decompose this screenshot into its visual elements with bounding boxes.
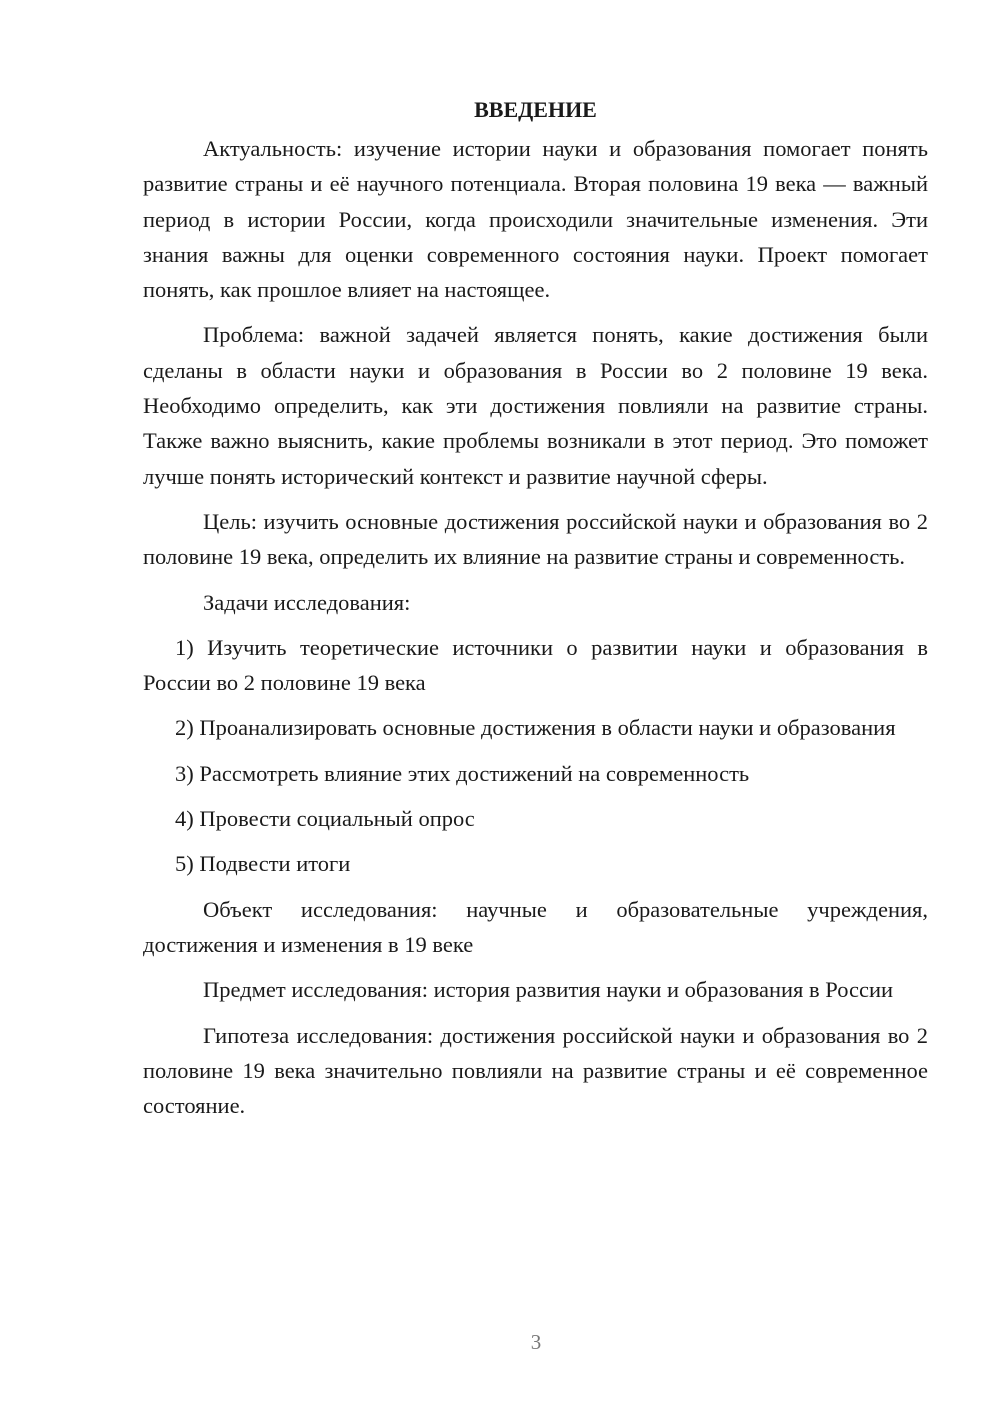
task-item-1: 1) Изучить теоретические источники о развитии науки и образования в России во 2 половине 19 века [143,634,928,696]
paragraph-goal: Цель: изучить основные достижения российской науки и образования во 2 половине 19 века, определить их влияние на развитие страны и современность. [143,508,928,570]
paragraph-object: Объект исследования: научные и образовательные учреждения, достижения и изменения в 19 веке [143,896,928,957]
document-page [143,92,928,1133]
task-item-4: 4) Провести социальный опрос [175,806,475,832]
page-number: 3 [530,1330,542,1354]
paragraph-problem: Проблема: важной задачей является понять, какие достижения были сделаны в области науки и образования в России во 2 половине 19 века. Необходимо определить, как эти достижения повлияли на развитие страны. Также важно выяснить, какие проблемы возникали в этот период. Это поможет лучше понять исторический контекст и развитие научной сферы. [143,322,928,489]
paragraph-subject: Предмет исследования: история развития науки и образования в России [203,977,894,1003]
task-item-2: 2) Проанализировать основные достижения в области науки и образования [175,715,896,741]
section-title: ВВЕДЕНИЕ [474,97,597,122]
task-item-5: 5) Подвести итоги [175,851,351,877]
paragraph-tasks-heading: Задачи исследования: [203,589,411,615]
task-item-3: 3) Рассмотреть влияние этих достижений на современность [175,760,750,786]
paragraph-relevance: Актуальность: изучение истории науки и образования помогает понять развитие страны и её научного потенциала. Вторая половина 19 века — важный период в истории России, когда происходили значительные изменения. Эти знания важны для оценки современного состояния науки. Проект помогает понять, как прошлое влияет на настоящее. [143,136,928,303]
paragraph-hypothesis: Гипотеза исследования: достижения российской науки и образования во 2 половине 19 века значительно повлияли на развитие страны и её современное состояние. [143,1022,928,1119]
